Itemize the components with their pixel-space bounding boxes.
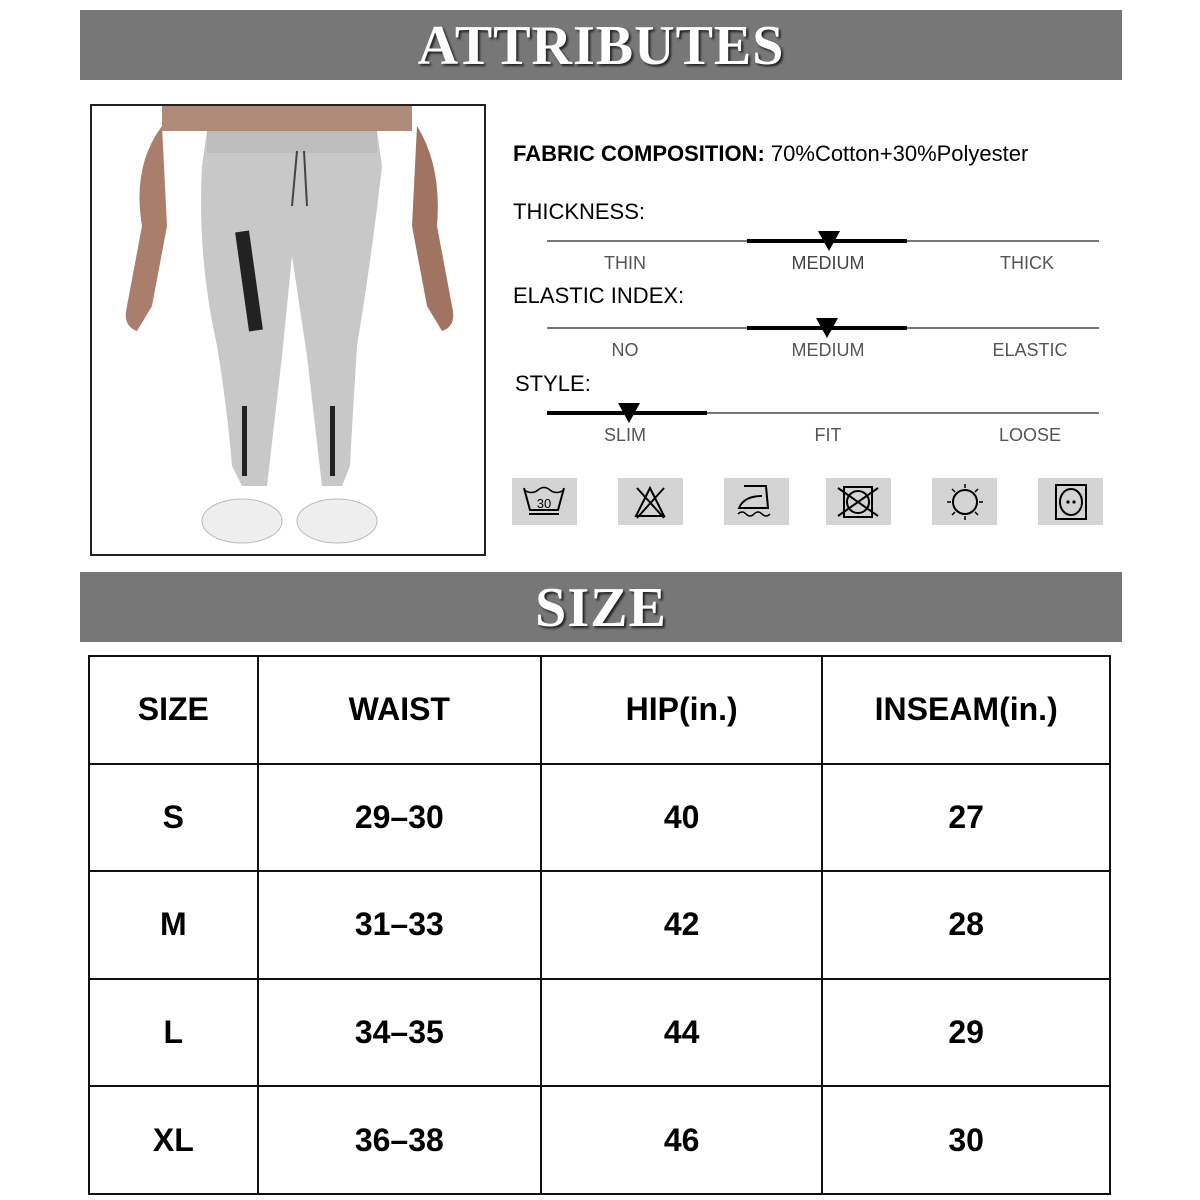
cell-hip: 40 xyxy=(541,764,822,872)
wash-30-icon xyxy=(512,478,577,525)
table-row xyxy=(89,871,1110,979)
care-icons xyxy=(512,478,1102,525)
cell-waist: 34–35 xyxy=(258,979,541,1087)
fabric-label: FABRIC COMPOSITION: xyxy=(513,141,765,166)
style-label: STYLE: xyxy=(515,371,591,396)
header-inseam: INSEAM(in.) xyxy=(822,656,1110,764)
table-row xyxy=(89,1086,1110,1194)
option-medium: MEDIUM xyxy=(791,253,865,273)
cell-size: XL xyxy=(89,1086,258,1194)
cell-hip: 44 xyxy=(541,979,822,1087)
dry-in-sun-icon xyxy=(932,478,997,525)
iron-steam-icon xyxy=(724,478,789,525)
option-thick: THICK xyxy=(1000,253,1054,273)
cell-hip: 42 xyxy=(541,871,822,979)
attributes-header: ATTRIBUTES xyxy=(80,10,1122,80)
product-photo xyxy=(90,104,486,556)
do-not-tumble-dry-icon xyxy=(826,478,891,525)
option-elastic: ELASTIC xyxy=(992,340,1068,360)
elastic-label: ELASTIC INDEX: xyxy=(513,283,685,308)
style-scale xyxy=(547,403,1099,423)
thickness-label: THICKNESS: xyxy=(513,199,646,224)
cell-waist: 36–38 xyxy=(258,1086,541,1194)
option-thin: THIN xyxy=(604,253,646,273)
option-fit: FIT xyxy=(814,425,842,445)
table-header-row xyxy=(89,656,1110,764)
elastic-scale xyxy=(547,318,1099,338)
wash-temp: 30 xyxy=(536,496,552,511)
do-not-bleach-icon xyxy=(618,478,683,525)
cell-inseam: 30 xyxy=(822,1086,1110,1194)
cell-size: S xyxy=(89,764,258,872)
option-slim: SLIM xyxy=(603,425,647,445)
table-row xyxy=(89,764,1110,872)
size-header: SIZE xyxy=(80,572,1122,642)
cell-waist: 31–33 xyxy=(258,871,541,979)
thickness-scale xyxy=(547,231,1099,251)
option-medium: MEDIUM xyxy=(791,340,865,360)
table-row xyxy=(89,979,1110,1087)
dry-clean-icon xyxy=(1038,478,1103,525)
cell-size: L xyxy=(89,979,258,1087)
marker-icon xyxy=(818,231,840,251)
marker-icon xyxy=(816,318,838,338)
cell-inseam: 29 xyxy=(822,979,1110,1087)
option-no: NO xyxy=(611,340,639,360)
cell-size: M xyxy=(89,871,258,979)
header-hip: HIP(in.) xyxy=(541,656,822,764)
marker-icon xyxy=(618,403,640,423)
size-table xyxy=(88,655,1111,1195)
option-loose: LOOSE xyxy=(998,425,1062,445)
cell-inseam: 28 xyxy=(822,871,1110,979)
cell-hip: 46 xyxy=(541,1086,822,1194)
header-waist: WAIST xyxy=(258,656,541,764)
fabric-value: 70%Cotton+30%Polyester xyxy=(770,141,1029,166)
cell-inseam: 27 xyxy=(822,764,1110,872)
header-size: SIZE xyxy=(89,656,258,764)
cell-waist: 29–30 xyxy=(258,764,541,872)
fabric-composition xyxy=(513,141,1028,167)
